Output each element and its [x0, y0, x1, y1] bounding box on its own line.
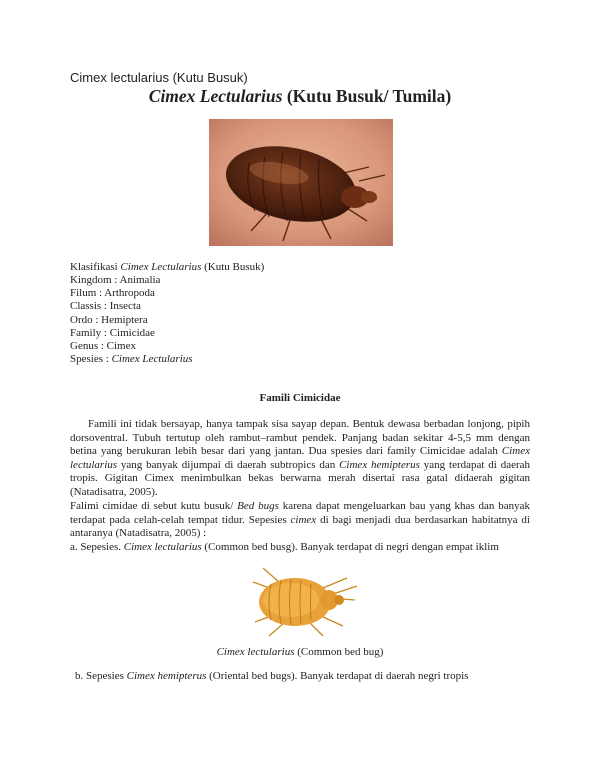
- classification-genus: Genus : Cimex: [70, 340, 136, 352]
- title-species-name: Cimex Lectularius: [148, 86, 283, 106]
- a-text-a: a. Sepesies.: [70, 541, 124, 553]
- a-text-b: (Common bed busg). Banyak terdapat di negri dengan empat iklim: [201, 541, 499, 553]
- classification-label: Klasifikasi: [70, 261, 121, 273]
- p1-text-c: yang terdapat di daerah tropis. Gigitan Cimex menimbulkan bekas berwarna merah disertai rasa gatal didaerah gigitan (Natadisatra, 2005).: [70, 458, 531, 498]
- caption-common: (Common bed bug): [294, 646, 384, 658]
- classification-kingdom: Kingdom : Animalia: [70, 274, 161, 286]
- image-caption: [0, 646, 600, 658]
- p1-species-1: Cimex lectularius: [70, 445, 530, 471]
- caption-species: Cimex lectularius: [216, 646, 295, 658]
- list-item-a: [70, 541, 499, 554]
- classification-classis: Classis : Insecta: [70, 300, 141, 312]
- classification-intro: [70, 261, 264, 274]
- b-text-b: (Oriental bed bugs). Banyak terdapat di daerah negri tropis: [206, 670, 469, 682]
- classification-ordo: Ordo : Hemiptera: [70, 314, 148, 326]
- bed-bug-photo: [209, 119, 393, 246]
- spesies-label: Spesies :: [70, 353, 112, 365]
- b-species: Cimex hemipterus: [126, 670, 207, 682]
- document-subtitle: Cimex lectularius (Kutu Busuk): [70, 70, 248, 85]
- p2-bed-bugs: Bed bugs: [237, 500, 279, 512]
- p2-text-b: karena dapat mengeluarkan bau yang khas dan banyak terdapat pada celah-celah tempat tidur. Sepesies: [70, 500, 531, 526]
- spesies-name: Cimex Lectularius: [111, 353, 193, 365]
- p2-text-a: Falimi cimidae di sebut kutu busuk/: [70, 500, 238, 512]
- paragraph-1: [70, 418, 530, 499]
- p1-text-a: Famili ini tidak bersayap, hanya tampak sisa sayap depan. Bentuk dewasa berbadan lonjong, pipih dorsoventral. Tubuh tertutup oleh rambut–rambut pendek. Panjang badan sekitar 4-5,5 mm dengan betina yang berukuran lebih besar dari yang jantan. Dua spesies dari family Cimicidae adalah: [70, 418, 530, 457]
- p2-cimex: cimex: [290, 513, 317, 526]
- classification-family: Family : Cimicidae: [70, 327, 155, 339]
- b-text-a: b. Sepesies: [75, 670, 127, 682]
- classification-spesies: [70, 353, 193, 366]
- list-item-b: [75, 670, 468, 682]
- classification-species: Cimex Lectularius: [120, 261, 202, 273]
- a-species: Cimex lectularius: [123, 541, 202, 553]
- p1-text-b: yang banyak dijumpai di daerah subtropics dan: [117, 458, 340, 471]
- paragraph-2: [70, 500, 530, 541]
- classification-common: (Kutu Busuk): [201, 261, 265, 273]
- title-common-name: (Kutu Busuk/ Tumila): [282, 86, 452, 106]
- p2-text-c: di bagi menjadi dua berdasarkan habitatnya di antaranya (Natadisatra, 2005) :: [70, 513, 530, 539]
- section-heading: Famili Cimicidae: [259, 392, 341, 404]
- p1-species-2: Cimex hemipterus: [339, 458, 420, 471]
- classification-filum: Filum : Arthropoda: [70, 287, 155, 299]
- bed-bug-illustration: [239, 560, 359, 642]
- page-title: [0, 86, 600, 107]
